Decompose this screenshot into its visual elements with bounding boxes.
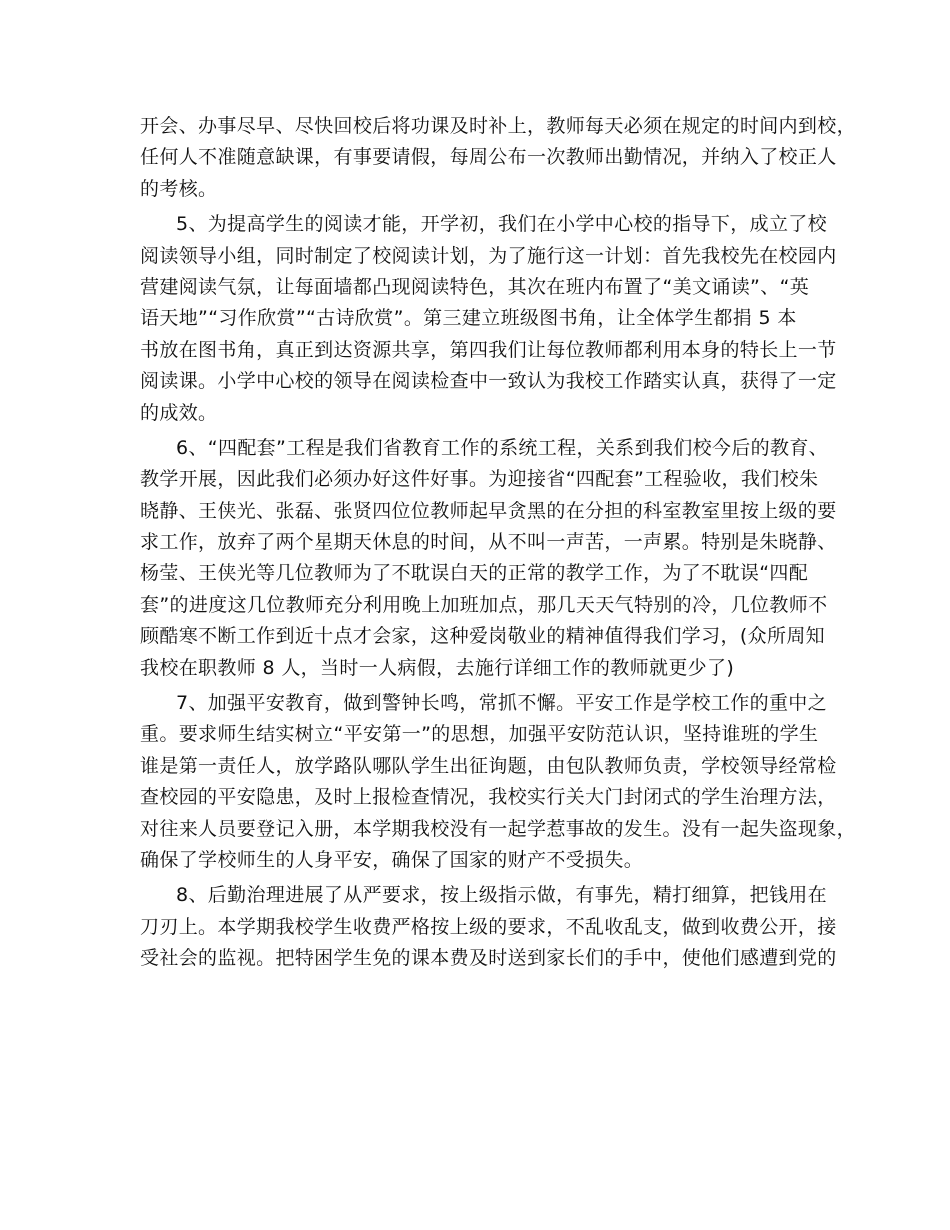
text-line: 重。要求师生结实树立“平安第一”的思想，加强平安防范认识，坚持谁班的学生: [140, 723, 819, 746]
paragraph-item-8: [140, 880, 837, 974]
text-line: 开会、办事尽早、尽快回校后将功课及时补上，教师每天必须在规定的时间内到校，: [140, 115, 856, 137]
paragraph-item-5: [140, 209, 837, 429]
text-line: 书放在图书角，真正到达资源共享，第四我们让每位教师都利用本身的特长上一节: [140, 338, 837, 361]
text-line: 营建阅读气氛，让每面墙都凸现阅读特色，其次在班内布置了“美文诵读”、“英: [140, 275, 810, 298]
text-line: 套”的进度这几位教师充分利用晚上加班加点，那几天天气特别的冷，几位教师不: [140, 593, 828, 616]
text-line: 语天地”“习作欣赏”“古诗欣赏”。第三建立班级图书角，让全体学生都捐 5 本: [140, 307, 797, 330]
paragraph-continued: [140, 111, 856, 205]
paragraph-item-6: [140, 433, 837, 684]
text-line: 7、加强平安教育，做到警钟长鸣，常抓不懈。平安工作是学校工作的重中之: [176, 692, 827, 715]
text-line: 谁是第一责任人，放学路队哪队学生出征询题，由包队教师负责，学校领导经常检: [140, 754, 837, 777]
text-line: 我校在职教师 8 人，当时一人病假，去施行详细工作的教师就更少了): [140, 656, 735, 679]
text-line: 受社会的监视。把特困学生免的课本费及时送到家长们的手中，使他们感遭到党的: [140, 947, 837, 970]
text-line: 晓静、王侠光、张磊、张贤四位位教师起早贪黑的在分担的科室教室里按上级的要: [140, 499, 837, 522]
text-line: 5、为提高学生的阅读才能，开学初，我们在小学中心校的指导下，成立了校: [176, 213, 827, 236]
text-line: 杨莹、王侠光等几位教师为了不耽误白天的正常的教学工作，为了不耽误“四配: [140, 562, 809, 585]
text-line: 求工作，放弃了两个星期天休息的时间，从不叫一声苦，一声累。特别是朱晓静、: [140, 531, 837, 554]
text-line: 阅读课。小学中心校的领导在阅读检查中一致认为我校工作踏实认真，获得了一定: [140, 370, 837, 393]
text-line: 阅读领导小组，同时制定了校阅读计划，为了施行这一计划：首先我校先在校园内: [140, 244, 837, 267]
text-line: 任何人不准随意缺课，有事要请假，每周公布一次教师出勤情况，并纳入了校正人: [140, 146, 837, 169]
text-line: 的成效。: [140, 401, 218, 424]
text-line: 查校园的平安隐患，及时上报检查情况，我校实行关大门封闭式的学生治理方法，: [140, 786, 837, 809]
document-body: [140, 111, 856, 975]
text-line: 8、后勤治理进展了从严要求，按上级指示做，有事先，精打细算，把钱用在: [176, 884, 827, 907]
text-line: 教学开展，因此我们必须办好这件好事。为迎接省“四配套”工程验收，我们校朱: [140, 468, 819, 491]
text-line: 的考核。: [140, 177, 218, 200]
text-line: 刀刃上。本学期我校学生收费严格按上级的要求，不乱收乱支，做到收费公开，接: [140, 915, 837, 938]
paragraph-item-7: [140, 688, 856, 876]
text-line: 确保了学校师生的人身平安，确保了国家的财产不受损失。: [140, 848, 644, 871]
text-line: 顾酷寒不断工作到近十点才会家，这种爱岗敬业的精神值得我们学习，(众所周知: [140, 625, 826, 648]
text-line: 对往来人员要登记入册，本学期我校没有一起学惹事故的发生。没有一起失盗现象，: [140, 817, 856, 840]
text-line: 6、“四配套”工程是我们省教育工作的系统工程，关系到我们校今后的教育、: [176, 436, 829, 459]
